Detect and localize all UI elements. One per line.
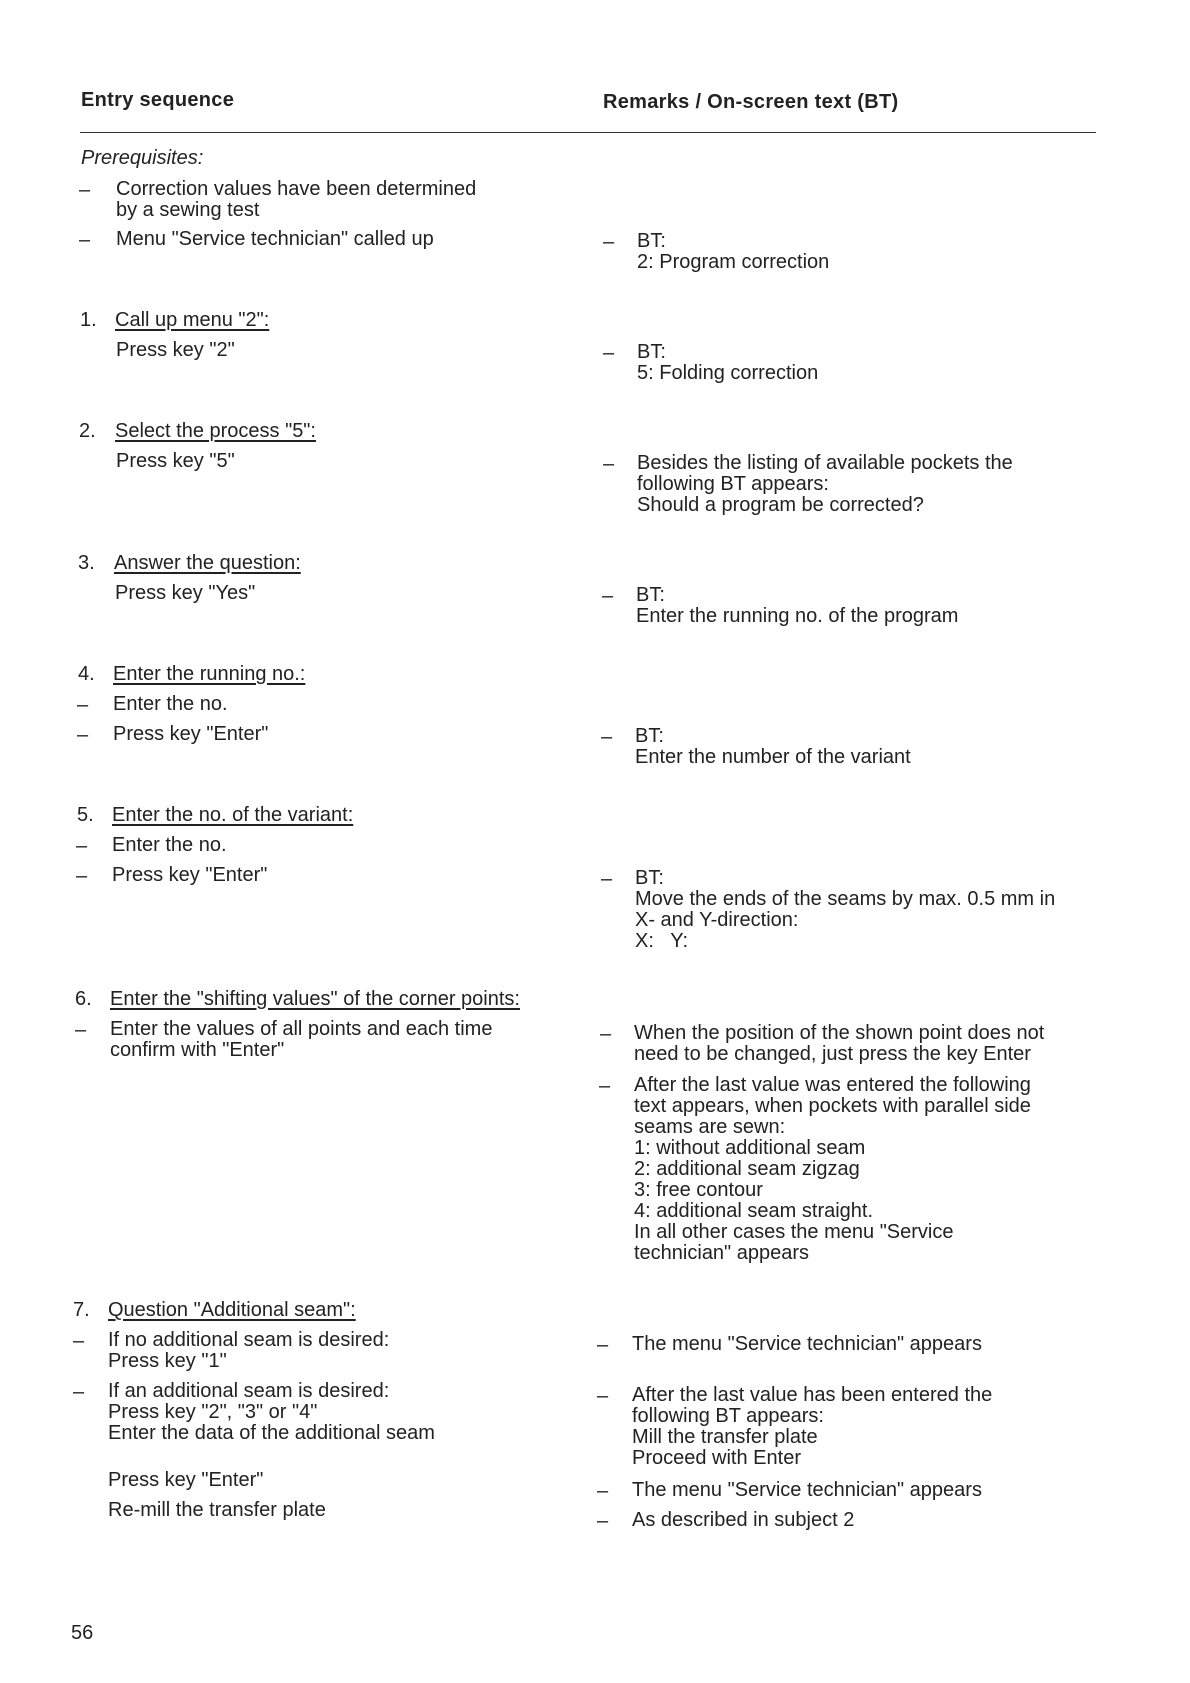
- prerequisite-item: Menu "Service technician" called up: [116, 228, 434, 250]
- page-number: 56: [71, 1622, 94, 1644]
- step-title: Enter the "shifting values" of the corner points:: [110, 988, 520, 1010]
- step-title: Select the process "5":: [115, 420, 316, 442]
- remark: Besides the listing of available pockets the following BT appears: Should a program be corrected?: [637, 452, 1013, 516]
- prerequisites-title: Prerequisites:: [81, 147, 204, 169]
- step-line: Press key "Yes": [115, 582, 256, 604]
- remark: The menu "Service technician" appears: [632, 1479, 982, 1501]
- step-title: Question "Additional seam":: [108, 1299, 356, 1321]
- step-line: Press key "Enter": [108, 1469, 264, 1491]
- dash: –: [76, 865, 88, 887]
- dash: –: [77, 694, 89, 716]
- remark: After the last value was entered the following text appears, when pockets with parallel side seams are sewn: 1: without additional seam 2: additional seam zigzag 3: free contour 4: additional seam straight. In all other cases the menu "Service technician" appears: [634, 1074, 1031, 1264]
- dash: –: [601, 726, 613, 748]
- step-title: Enter the no. of the variant:: [112, 804, 354, 826]
- step-line: Press key "2": [116, 339, 235, 361]
- step-title: Enter the running no.:: [113, 663, 306, 685]
- dash: –: [73, 1330, 85, 1352]
- step-number: 5.: [77, 804, 94, 826]
- dash: –: [73, 1381, 85, 1403]
- entry-sequence-heading: Entry sequence: [81, 89, 235, 111]
- dash: –: [599, 1075, 611, 1097]
- step-line: Enter the no.: [113, 693, 228, 715]
- prerequisite-item: Correction values have been determined by a sewing test: [116, 178, 477, 221]
- dash: –: [600, 1023, 612, 1045]
- step-number: 2.: [79, 420, 96, 442]
- dash: –: [597, 1385, 609, 1407]
- remark: BT: Move the ends of the seams by max. 0.5 mm in X- and Y-direction: X: Y:: [635, 867, 1056, 952]
- dash: –: [77, 724, 89, 746]
- remarks-heading: Remarks / On-screen text (BT): [603, 91, 899, 113]
- step-line: Press key "Enter": [113, 723, 269, 745]
- dash: –: [75, 1019, 87, 1041]
- dash: –: [597, 1480, 609, 1502]
- step-line: Enter the values of all points and each time confirm with "Enter": [110, 1018, 493, 1061]
- dash: –: [76, 835, 88, 857]
- step-number: 7.: [73, 1299, 90, 1321]
- dash: –: [79, 179, 91, 201]
- remark: The menu "Service technician" appears: [632, 1333, 982, 1355]
- dash: –: [603, 342, 615, 364]
- dash: –: [602, 585, 614, 607]
- step-title: Call up menu "2":: [115, 309, 270, 331]
- step-title: Answer the question:: [114, 552, 301, 574]
- dash: –: [597, 1334, 609, 1356]
- step-line: Press key "5": [116, 450, 235, 472]
- step-number: 6.: [75, 988, 92, 1010]
- dash: –: [79, 229, 91, 251]
- step-number: 4.: [78, 663, 95, 685]
- remark: As described in subject 2: [632, 1509, 855, 1531]
- step-line: If an additional seam is desired: Press key "2", "3" or "4" Enter the data of the additional seam: [108, 1380, 435, 1444]
- step-number: 1.: [80, 309, 97, 331]
- remark: BT: 2: Program correction: [637, 230, 830, 273]
- remark: BT: 5: Folding correction: [637, 341, 819, 384]
- remark: When the position of the shown point does not need to be changed, just press the key Enter: [634, 1022, 1045, 1065]
- step-line: Press key "Enter": [112, 864, 268, 886]
- dash: –: [603, 453, 615, 475]
- step-line: Re-mill the transfer plate: [108, 1499, 326, 1521]
- remark: BT: Enter the number of the variant: [635, 725, 911, 768]
- dash: –: [597, 1510, 609, 1532]
- remark: After the last value has been entered the following BT appears: Mill the transfer plate Proceed with Enter: [632, 1384, 993, 1469]
- header-rule: [80, 132, 1096, 133]
- step-line: Enter the no.: [112, 834, 227, 856]
- dash: –: [601, 868, 613, 890]
- remark: BT: Enter the running no. of the program: [636, 584, 959, 627]
- dash: –: [603, 231, 615, 253]
- step-number: 3.: [78, 552, 95, 574]
- step-line: If no additional seam is desired: Press key "1": [108, 1329, 390, 1372]
